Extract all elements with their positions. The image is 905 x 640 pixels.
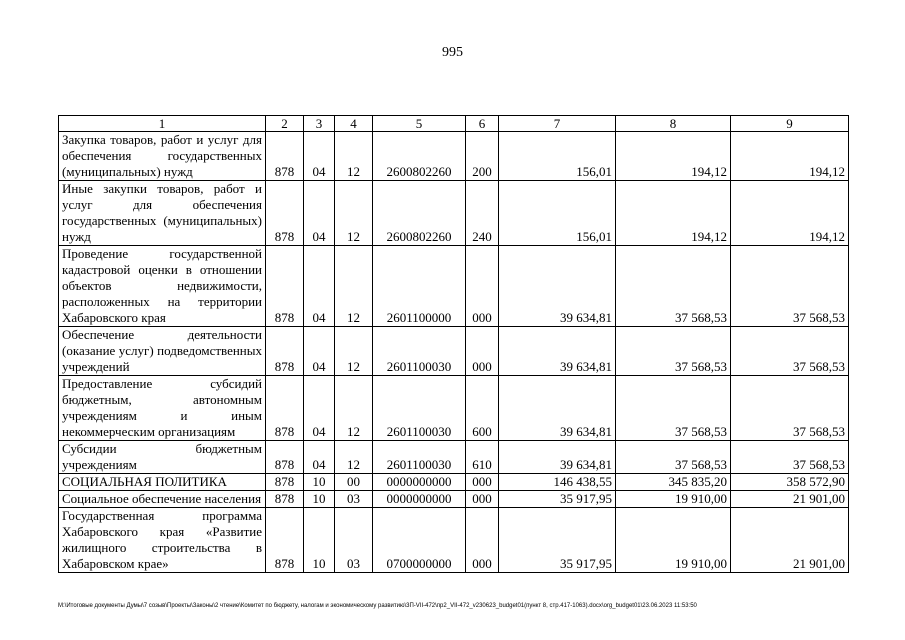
row-subsection: 12 [335, 441, 373, 474]
header-cell: 4 [335, 116, 373, 132]
row-value-3: 37 568,53 [731, 441, 849, 474]
row-value-3: 37 568,53 [731, 327, 849, 376]
header-row [59, 116, 849, 132]
row-target: 2601100030 [373, 376, 466, 441]
table-row [59, 327, 849, 376]
row-code: 878 [266, 246, 304, 327]
row-value-3: 37 568,53 [731, 246, 849, 327]
row-value-1: 35 917,95 [499, 508, 616, 573]
row-value-3: 358 572,90 [731, 474, 849, 491]
table-row [59, 376, 849, 441]
row-target: 2601100030 [373, 441, 466, 474]
row-subsection: 00 [335, 474, 373, 491]
row-section: 10 [304, 491, 335, 508]
table-row [59, 132, 849, 181]
header-cell: 5 [373, 116, 466, 132]
row-value-1: 39 634,81 [499, 327, 616, 376]
row-name: Обеспечение деятельности (оказание услуг) подведомственных учреждений [59, 327, 266, 376]
row-value-3: 194,12 [731, 132, 849, 181]
row-name: Закупка товаров, работ и услуг для обеспечения государственных (муниципальных) нужд [59, 132, 266, 181]
row-section: 04 [304, 441, 335, 474]
row-code: 878 [266, 376, 304, 441]
row-target: 0700000000 [373, 508, 466, 573]
row-target: 2601100000 [373, 246, 466, 327]
table-row [59, 491, 849, 508]
row-name: Субсидии бюджетным учреждениям [59, 441, 266, 474]
row-type: 000 [466, 508, 499, 573]
header-cell: 6 [466, 116, 499, 132]
row-value-3: 194,12 [731, 181, 849, 246]
header-cell: 9 [731, 116, 849, 132]
header-cell: 2 [266, 116, 304, 132]
row-value-1: 39 634,81 [499, 246, 616, 327]
row-value-1: 35 917,95 [499, 491, 616, 508]
row-type: 600 [466, 376, 499, 441]
row-section: 10 [304, 474, 335, 491]
row-value-2: 37 568,53 [616, 376, 731, 441]
budget-table [58, 115, 849, 573]
row-value-2: 19 910,00 [616, 508, 731, 573]
footer-file-path: М:\Итоговые документы Думы\7 созыв\Проекты\Законы\2 чтение\Комитет по бюджету, налогам и экономическому развитию\3П-VII-472\пр2_VII-472_v230623_budget01(пункт 8, стр.417-1063).docx\org_budget01\23.06.2023 11:53:50 [58, 603, 697, 609]
row-target: 2600802260 [373, 181, 466, 246]
row-target: 0000000000 [373, 474, 466, 491]
row-value-2: 194,12 [616, 132, 731, 181]
row-code: 878 [266, 508, 304, 573]
row-value-2: 345 835,20 [616, 474, 731, 491]
row-target: 2600802260 [373, 132, 466, 181]
row-code: 878 [266, 327, 304, 376]
row-type: 000 [466, 474, 499, 491]
row-value-2: 37 568,53 [616, 327, 731, 376]
table-row [59, 474, 849, 491]
row-subsection: 12 [335, 327, 373, 376]
row-name: Государственная программа Хабаровского края «Развитие жилищного строительства в Хабаровском крае» [59, 508, 266, 573]
row-value-1: 39 634,81 [499, 376, 616, 441]
row-code: 878 [266, 474, 304, 491]
header-cell: 7 [499, 116, 616, 132]
row-value-1: 39 634,81 [499, 441, 616, 474]
row-value-1: 156,01 [499, 132, 616, 181]
row-name: СОЦИАЛЬНАЯ ПОЛИТИКА [59, 474, 266, 491]
table-row [59, 441, 849, 474]
header-cell: 3 [304, 116, 335, 132]
row-code: 878 [266, 491, 304, 508]
table-row [59, 508, 849, 573]
row-code: 878 [266, 181, 304, 246]
row-value-2: 194,12 [616, 181, 731, 246]
row-target: 0000000000 [373, 491, 466, 508]
table-row [59, 246, 849, 327]
row-value-3: 21 901,00 [731, 491, 849, 508]
row-value-2: 37 568,53 [616, 441, 731, 474]
row-type: 200 [466, 132, 499, 181]
header-cell: 8 [616, 116, 731, 132]
row-type: 610 [466, 441, 499, 474]
header-cell: 1 [59, 116, 266, 132]
row-subsection: 12 [335, 181, 373, 246]
table-row [59, 181, 849, 246]
row-section: 04 [304, 327, 335, 376]
row-value-1: 146 438,55 [499, 474, 616, 491]
row-type: 000 [466, 491, 499, 508]
row-code: 878 [266, 441, 304, 474]
row-name: Социальное обеспечение населения [59, 491, 266, 508]
row-type: 240 [466, 181, 499, 246]
row-name: Проведение государственной кадастровой оценки в отношении объектов недвижимости, расположенных на территории Хабаровского края [59, 246, 266, 327]
row-value-3: 21 901,00 [731, 508, 849, 573]
row-section: 04 [304, 132, 335, 181]
row-target: 2601100030 [373, 327, 466, 376]
row-section: 04 [304, 181, 335, 246]
row-subsection: 12 [335, 246, 373, 327]
row-section: 04 [304, 376, 335, 441]
row-subsection: 03 [335, 491, 373, 508]
row-subsection: 03 [335, 508, 373, 573]
row-subsection: 12 [335, 376, 373, 441]
row-value-3: 37 568,53 [731, 376, 849, 441]
row-section: 04 [304, 246, 335, 327]
row-value-2: 19 910,00 [616, 491, 731, 508]
row-code: 878 [266, 132, 304, 181]
row-name: Предоставление субсидий бюджетным, автономным учреждениям и иным некоммерческим организациям [59, 376, 266, 441]
row-value-1: 156,01 [499, 181, 616, 246]
row-section: 10 [304, 508, 335, 573]
row-name: Иные закупки товаров, работ и услуг для обеспечения государственных (муниципальных) нужд [59, 181, 266, 246]
row-value-2: 37 568,53 [616, 246, 731, 327]
page-number: 995 [442, 45, 463, 60]
row-subsection: 12 [335, 132, 373, 181]
row-type: 000 [466, 327, 499, 376]
row-type: 000 [466, 246, 499, 327]
